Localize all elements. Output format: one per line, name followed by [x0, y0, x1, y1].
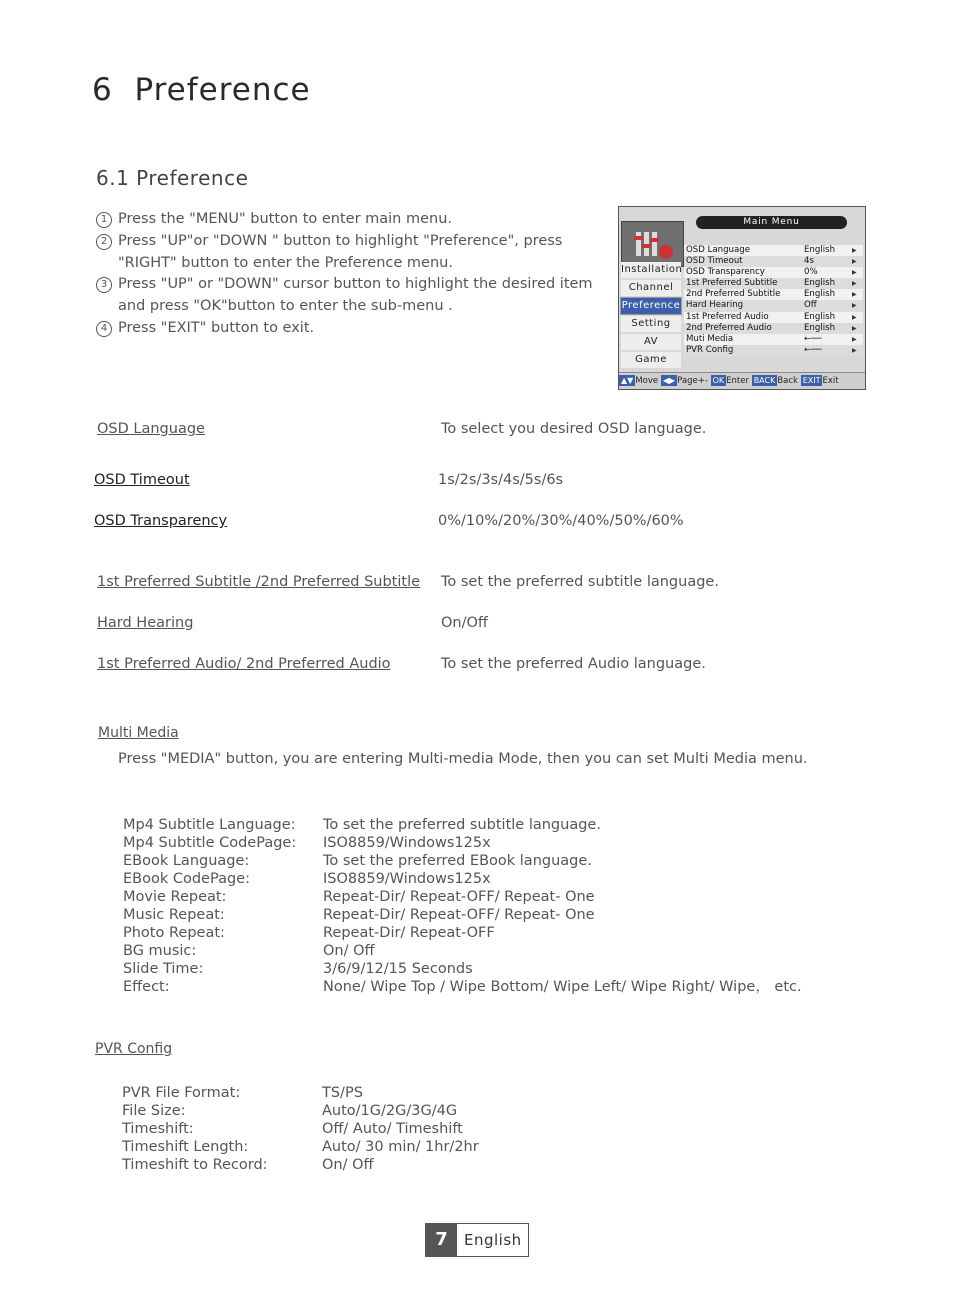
list-item: Movie Repeat: Repeat-Dir/ Repeat-OFF/ Repeat- One: [123, 889, 595, 905]
list-item: Photo Repeat: Repeat-Dir/ Repeat-OFF: [123, 925, 495, 941]
multimedia-options: [123, 816, 802, 996]
tv-row: 1st Preferred Subtitle English ▶: [684, 278, 863, 289]
list-item: Timeshift: Off/ Auto/ Timeshift: [122, 1121, 463, 1137]
setting-desc-hard-hearing: On/Off: [441, 615, 488, 631]
list-item: EBook Language: To set the preferred EBook language.: [123, 853, 592, 869]
leftright-icon: ◀▶: [662, 376, 676, 385]
arrow-right-icon: ▶: [852, 324, 857, 332]
page-footer: [425, 1223, 529, 1257]
arrow-right-icon: ▶: [852, 313, 857, 321]
tv-menu-screenshot: [618, 206, 866, 390]
list-item: Music Repeat: Repeat-Dir/ Repeat-OFF/ Repeat- One: [123, 907, 595, 923]
step-3-cont: and press "OK"button to enter the sub-menu .: [118, 298, 453, 315]
list-item: Mp4 Subtitle Language: To set the preferred subtitle language.: [123, 817, 601, 833]
step-4: 4 Press "EXIT" button to exit.: [96, 318, 593, 340]
setting-label-subtitle: 1st Preferred Subtitle /2nd Preferred Subtitle: [97, 574, 421, 590]
setting-desc-audio: To set the preferred Audio language.: [441, 656, 706, 672]
step-2: 2 Press "UP"or "DOWN " button to highlight "Preference", press: [96, 231, 593, 253]
tv-row: PVR Config ←── ▶: [684, 345, 863, 356]
setting-desc-subtitle: To set the preferred subtitle language.: [441, 574, 719, 590]
tv-row: OSD Timeout 4s ▶: [684, 256, 863, 267]
setting-label-audio: 1st Preferred Audio/ 2nd Preferred Audio: [97, 656, 391, 672]
arrow-right-icon: ▶: [852, 302, 857, 310]
tv-row: 2nd Preferred Subtitle English ▶: [684, 289, 863, 300]
list-item: File Size: Auto/1G/2G/3G/4G: [122, 1103, 458, 1119]
tv-row: 1st Preferred Audio English ▶: [684, 312, 863, 323]
step-3: 3 Press "UP" or "DOWN" cursor button to highlight the desired item: [96, 274, 593, 296]
setting-label-osd-language: OSD Language: [97, 421, 205, 437]
tv-row: 2nd Preferred Audio English ▶: [684, 323, 863, 334]
list-item: Mp4 Subtitle CodePage: ISO8859/Windows125x: [123, 835, 491, 851]
updown-icon: ▲▼: [621, 376, 634, 385]
tv-row: OSD Transparency 0% ▶: [684, 267, 863, 278]
arrow-right-icon: ▶: [852, 280, 857, 288]
list-item: Slide Time: 3/6/9/12/15 Seconds: [123, 961, 473, 977]
setting-label-osd-timeout: OSD Timeout: [94, 472, 190, 488]
list-item: Timeshift to Record: On/ Off: [122, 1157, 374, 1173]
arrow-right-icon: ▶: [852, 269, 857, 277]
setting-desc-osd-transparency: 0%/10%/20%/30%/40%/50%/60%: [438, 513, 684, 529]
list-item: Effect: None/ Wipe Top / Wipe Bottom/ Wipe Left/ Wipe Right/ Wipe， etc.: [123, 979, 802, 995]
tv-row: Hard Hearing Off ▶: [684, 300, 863, 311]
list-item: PVR File Format: TS/PS: [122, 1085, 363, 1101]
page-number: 7: [426, 1224, 457, 1256]
step-1: 1 Press the "MENU" button to enter main menu.: [96, 209, 593, 231]
list-item: Timeshift Length: Auto/ 30 min/ 1hr/2hr: [122, 1139, 479, 1155]
list-item: EBook CodePage: ISO8859/Windows125x: [123, 871, 491, 887]
pvr-config-label: PVR Config: [95, 1041, 173, 1057]
setting-desc-osd-timeout: 1s/2s/3s/4s/5s/6s: [438, 472, 564, 488]
arrow-right-icon: ▶: [852, 346, 857, 354]
setting-label-hard-hearing: Hard Hearing: [97, 615, 194, 631]
tv-row: Muti Media ←── ▶: [684, 334, 863, 345]
heading-number: 6: [92, 72, 113, 108]
instruction-steps: [96, 209, 593, 340]
step-2-cont: "RIGHT" button to enter the Preference menu.: [118, 254, 453, 271]
tv-sidebar-game: Game: [621, 352, 681, 368]
preference-menu-icon: [621, 221, 684, 267]
page-heading: [92, 72, 311, 108]
tv-sidebar-channel: Channel: [621, 280, 681, 296]
arrow-right-icon: ▶: [852, 258, 857, 266]
section-heading: 6.1 Preference: [96, 166, 249, 190]
setting-desc-osd-language: To select you desired OSD language.: [441, 421, 707, 437]
page-language: English: [464, 1231, 522, 1249]
multimedia-intro: Press "MEDIA" button, you are entering Multi-media Mode, then you can set Multi Media menu.: [118, 751, 808, 767]
setting-label-osd-transparency: OSD Transparency: [94, 513, 228, 529]
tv-sidebar-av: AV: [621, 334, 681, 350]
heading-title: Preference: [134, 72, 311, 108]
tv-menu-title: Main Menu: [696, 216, 847, 229]
tv-row: OSD Language English ▶: [684, 245, 863, 256]
arrow-right-icon: ▶: [852, 335, 857, 343]
pvr-options: [122, 1084, 479, 1174]
tv-sidebar-installation: Installation: [621, 262, 681, 278]
tv-sidebar-setting: Setting: [621, 316, 681, 332]
tv-menu-list: [684, 245, 863, 356]
tv-menu-footer: ▲▼ Move ◀▶ Page+- OK Enter BACK Back EXIT Exit: [619, 372, 865, 389]
arrow-right-icon: ▶: [852, 291, 857, 299]
arrow-right-icon: ▶: [852, 247, 857, 254]
tv-sidebar-preference: Preference: [621, 298, 681, 314]
multimedia-label: Multi Media: [98, 725, 179, 741]
list-item: BG music: On/ Off: [123, 943, 375, 959]
